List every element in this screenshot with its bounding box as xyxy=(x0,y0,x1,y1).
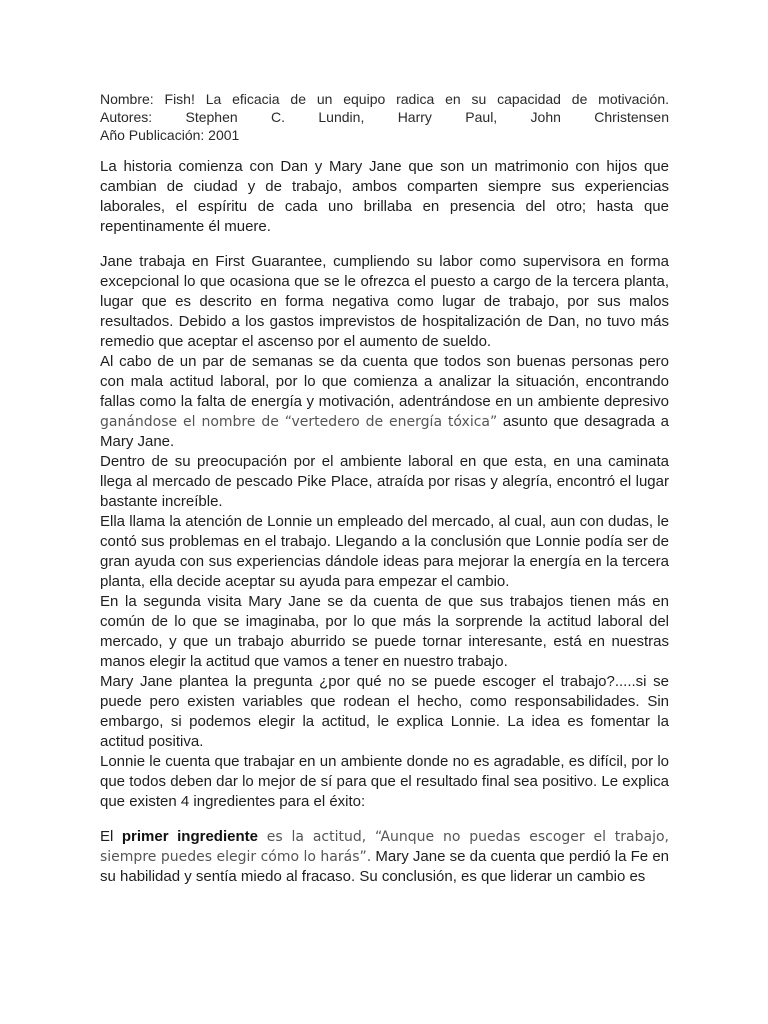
first-ingredient-label: primer ingrediente xyxy=(121,828,258,845)
paragraph-intro: La historia comienza con Dan y Mary Jane que son un matrimonio con hijos que cambian de ciudad y de trabajo, ambos comparten siempre sus experiencias laborales, el espíritu de cada uno brillaba en presencia del otro; hasta que repentinamente él muere. xyxy=(100,158,669,235)
book-authors-line: Autores: Stephen C. Lundin, Harry Paul, John Christensen xyxy=(100,109,669,125)
story-part-question: Mary Jane plantea la pregunta ¿por qué no se puede escoger el trabajo?.....si se puede pero existen variables que rodean el hecho, como responsabilidades. Sin embargo, si podemos elegir la actitud, le explica Lonnie. La idea es fomentar la actitud positiva. xyxy=(100,673,669,750)
first-ingredient-el: El xyxy=(100,828,122,845)
story-bad-attitude-end: asunto que desagrada a Mary Jane. xyxy=(100,413,669,450)
story-part-ingredients: Lonnie le cuenta que trabajar en un ambiente donde no es agradable, es difícil, por lo que todos deben dar lo mejor de sí para que el resultado final sea positivo. Le explica que existen 4 ingredientes para el éxito: xyxy=(100,753,669,810)
story-part-second-visit: En la segunda visita Mary Jane se da cuenta de que sus trabajos tienen más en común de lo que se imaginaba, por lo que más la sorprende la actitud laboral del mercado, y que un trabajo aburrido se puede tornar interesante, está en nuestras manos elegir la actitud que vamos a tener en nuestro trabajo. xyxy=(100,593,669,670)
book-header xyxy=(100,90,669,144)
document-page xyxy=(100,90,669,887)
story-part-bad-attitude xyxy=(100,352,669,452)
paragraph-first-ingredient xyxy=(100,827,669,887)
story-toxic-quote: ganándose el nombre de “vertedero de energía tóxica” xyxy=(100,414,498,430)
book-name-line: Nombre: Fish! La eficacia de un equipo radica en su capacidad de motivación. xyxy=(100,91,669,107)
paragraph-story xyxy=(100,252,669,812)
first-ingredient-quote: es la actitud, “Aunque no puedas escoger el trabajo, siempre puedes elegir cómo lo harás”. xyxy=(100,829,669,865)
story-part-jane-promotion: Jane trabaja en First Guarantee, cumpliendo su labor como supervisora en forma excepcional lo que ocasiona que se le ofrezca el puesto a cargo de la tercera planta, lugar que es descrito en forma negativa como lugar de trabajo, por sus malos resultados. Debido a los gastos imprevistos de hospitalización de Dan, no tuvo más remedio que aceptar el ascenso por el aumento de sueldo. xyxy=(100,253,669,350)
story-part-lonnie: Ella llama la atención de Lonnie un empleado del mercado, al cual, aun con dudas, le contó sus problemas en el trabajo. Llegando a la conclusión que Lonnie podía ser de gran ayuda con sus experiencias dándole ideas para mejorar la energía en la tercera planta, ella decide aceptar su ayuda para empezar el cambio. xyxy=(100,513,669,590)
first-ingredient-conclusion: Mary Jane se da cuenta que perdió la Fe en su habilidad y sentía miedo al fracaso. Su conclusión, es que liderar un cambio es xyxy=(100,848,670,885)
story-part-fish-market: Dentro de su preocupación por el ambiente laboral en que esta, en una caminata llega al mercado de pescado Pike Place, atraída por risas y alegría, encontró el lugar bastante increíble. xyxy=(100,453,669,510)
book-year-line: Año Publicación: 2001 xyxy=(100,127,240,143)
story-bad-attitude-start: Al cabo de un par de semanas se da cuenta que todos son buenas personas pero con mala actitud laboral, por lo que comienza a analizar la situación, encontrando fallas como la falta de energía y motivación, adentrándose en un ambiente depresivo xyxy=(100,353,669,410)
